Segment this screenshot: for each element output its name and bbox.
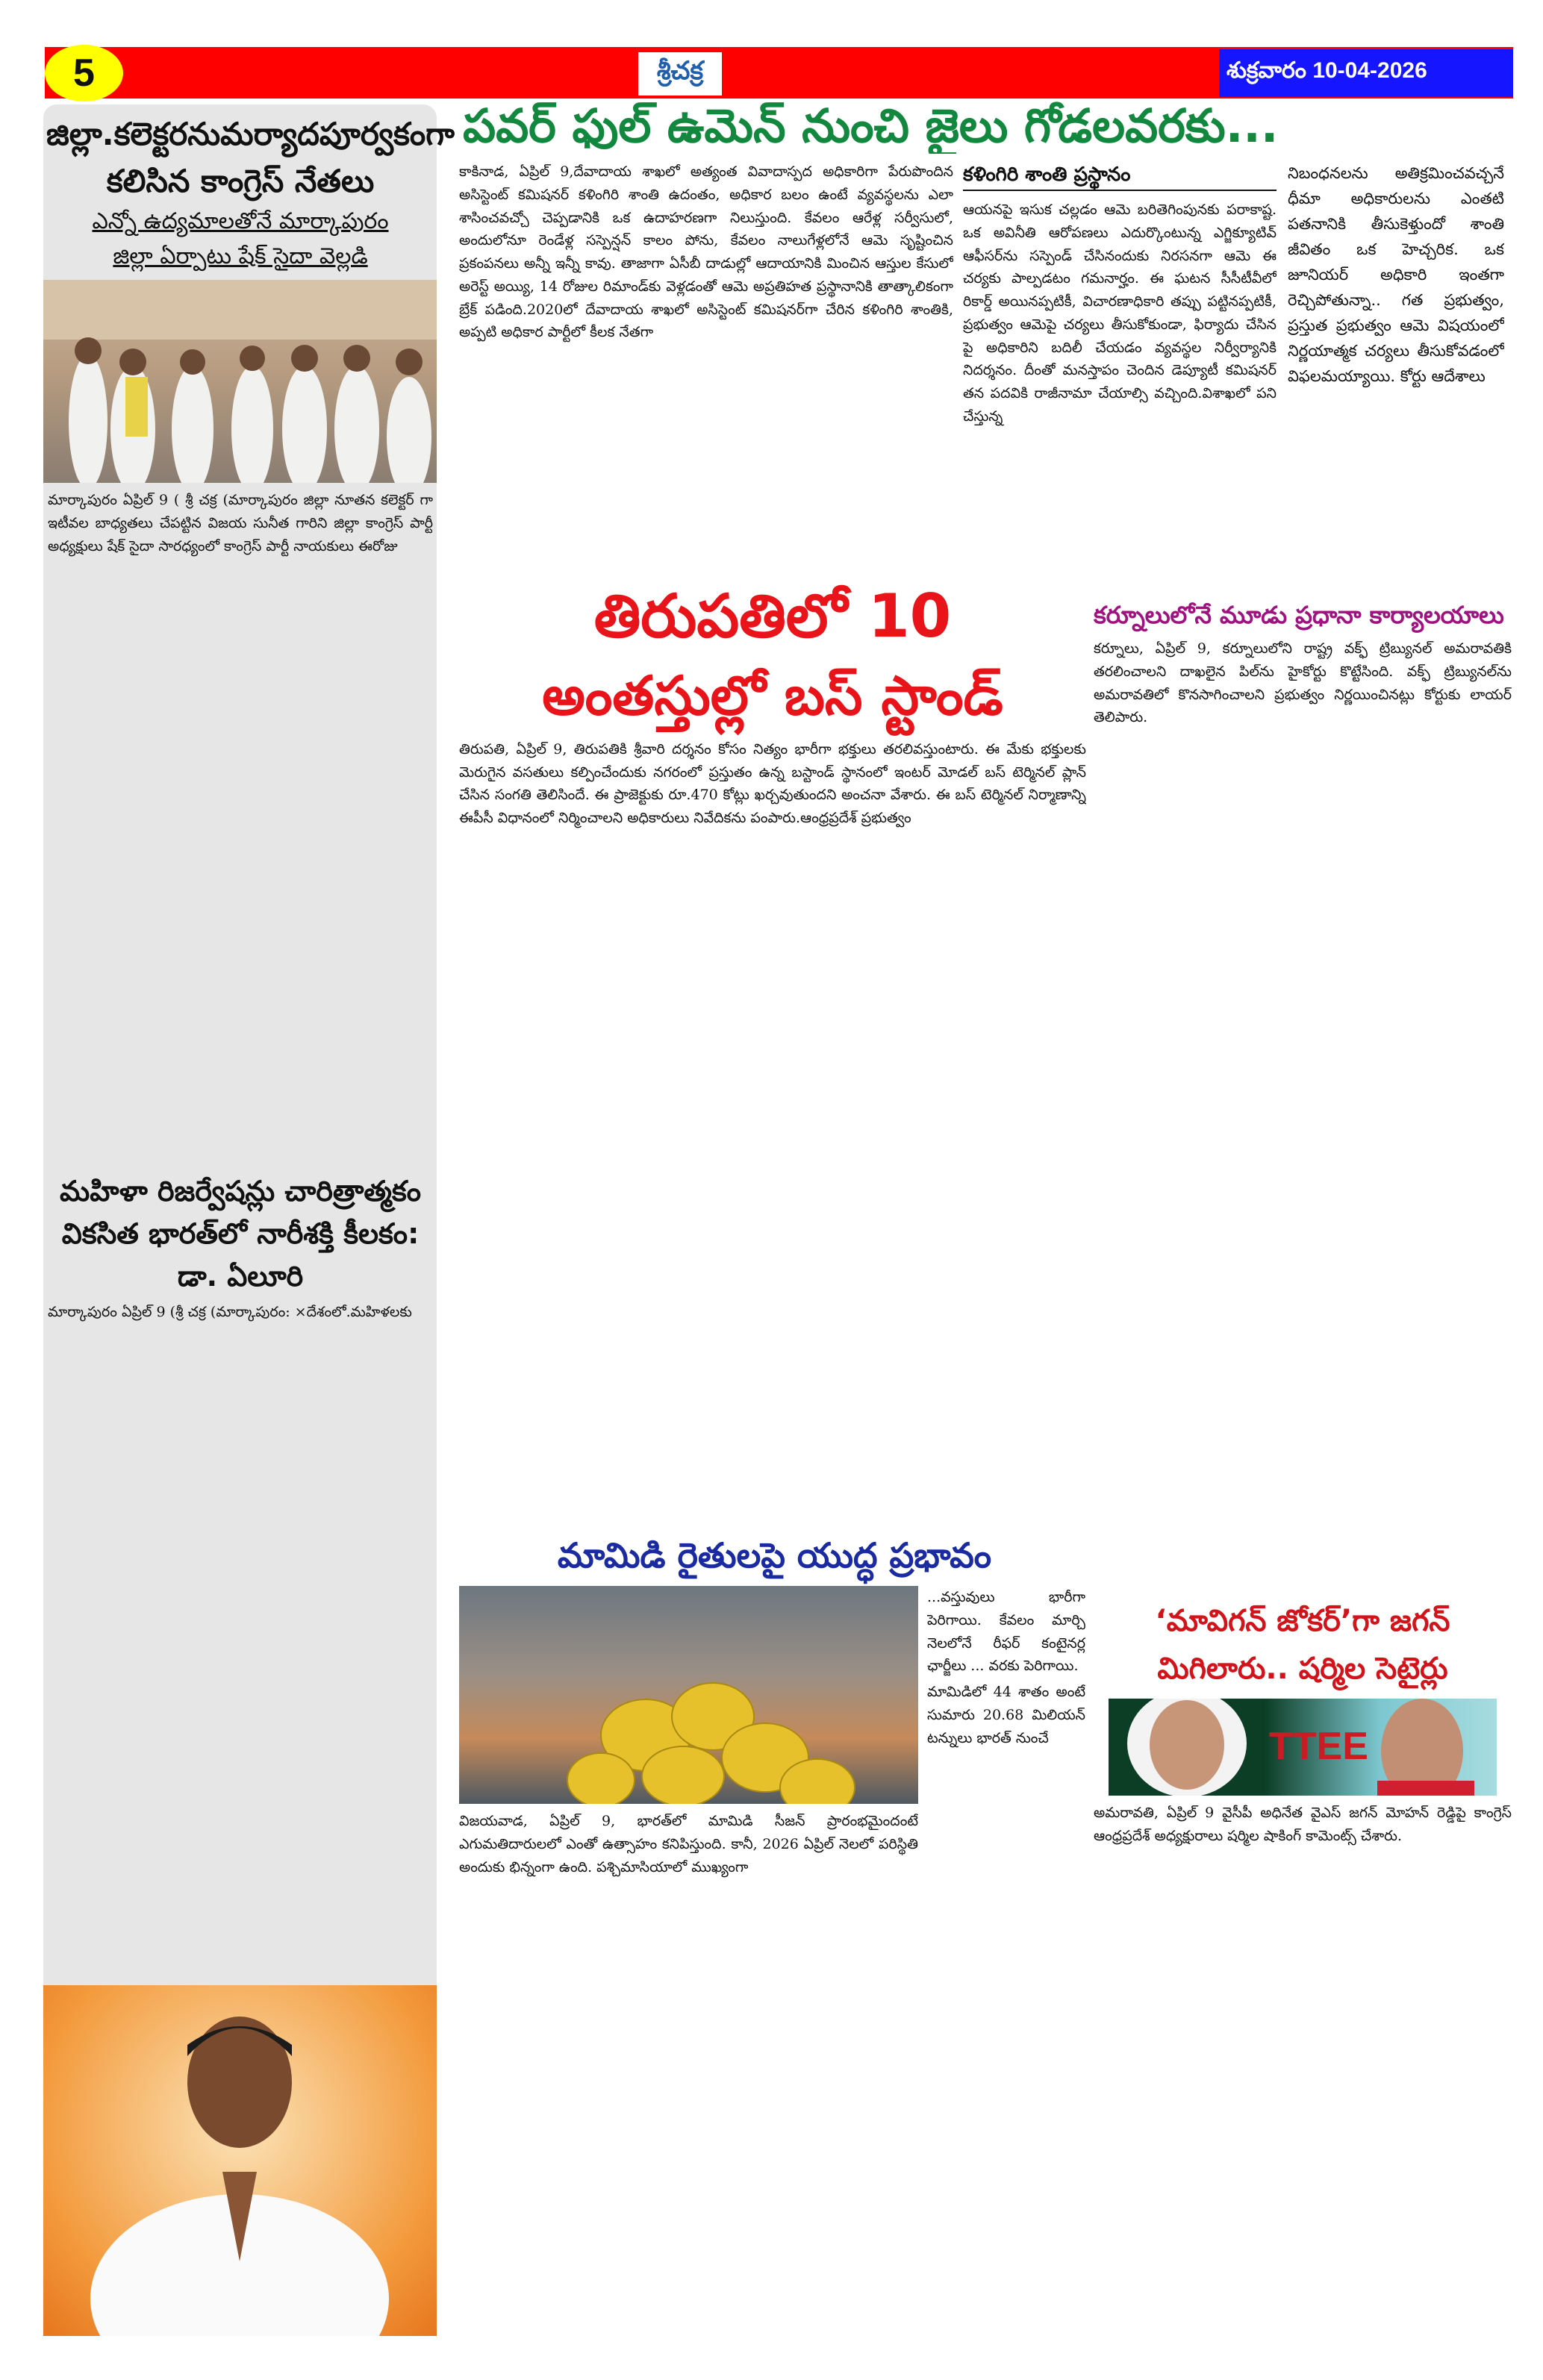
paragraph: తిరుపతి, ఏప్రిల్ 9, తిరుపతికి శ్రీవారి దర్శనం కోసం నిత్యం భారీగా భక్తులు తరలివస్తుంటారు. ఈ మేకు భక్తులకు మెరుగైన వసతులు కల్పించేందుకు నగరంలో ప్రస్తుతం ఉన్న బస్టాండ్ స్థానంలో ఇంటర్ మోడల్ బస్ టెర్మినల్ ప్లాన్ చేసిన సంగతి తెలిసిందే. ఈ ప్రాజెక్టుకు రూ.470 కోట్లు ఖర్చవుతుందని అంచనా వేశారు. ఈ బస్ టెర్మినల్ నిర్మాణాన్ని ఈపీసీ విధానంలో నిర్మించాలని అధికారులు నివేదికను పంపారు.ఆంధ్రప్రదేశ్ ప్రభుత్వం <box>459 740 1086 827</box>
jagan-story <box>1094 1597 1512 2330</box>
main-story-col2 <box>963 199 1277 567</box>
mango-story <box>459 1530 1090 2330</box>
page-number: 5 <box>45 45 123 101</box>
mango-story-body <box>459 1810 918 2330</box>
paragraph: ...వస్తువులు భారీగా పెరిగాయి. కేవలం మార్చి నెలలోనే రీఫర్ కంటైనర్ల ఛార్జీలు ... వరకు పెరిగాయి. <box>927 1589 1085 1675</box>
tirupati-story-body <box>459 738 1086 1524</box>
kurnool-story-body <box>1094 637 1512 1582</box>
jagan-headline-line1: ‘మావిగన్ జోకర్’గా జగన్ <box>1155 1604 1450 1638</box>
main-story-col1 <box>459 160 953 567</box>
paragraph: విజయవాడ, ఏప్రిల్ 9, భారత్‌లో మామిడి సీజన్ ప్రారంభమైందంటే ఎగుమతిదారులలో ఎంతో ఉత్సాహం కనిపిస్తుంది. కానీ, 2026 ఏప్రిల్ నెలలో పరిస్థితి అందుకు భిన్నంగా ఉంది. పశ్చిమాసియాలో ముఖ్యంగా <box>459 1813 918 1875</box>
paragraph: మామిడిలో 44 శాతం అంటే సుమారు 20.68 మిలియన్ టన్నులు భారత్ నుంచే <box>927 1684 1085 1746</box>
main-headline: పవర్ ఫుల్ ఉమెన్ నుంచి జైలు గోడలవరకు... <box>463 99 1279 153</box>
paragraph: మార్కాపురం ఏప్రిల్ 9 ( శ్రీ చక్ర (మార్కాపురం జిల్లా నూతన కలెక్టర్ గా ఇటీవల బాధ్యతలు చేపట్టిన విజయ సునీత గారిని జిల్లా కాంగ్రెస్ పార్టీ అధ్యక్షులు షేక్ సైదా సారధ్యంలో కాంగ్రెస్ పార్టీ నాయకులు ఈరోజు <box>48 492 433 555</box>
women-headline: మహిళా రిజర్వేషన్లు చారిత్రాత్మకం వికసిత భారత్‌లో నారీశక్తి కీలకం: డా. ఏలూరి <box>59 1175 422 1293</box>
main-story-col3 <box>1288 160 1504 590</box>
mango-story-columns <box>459 1586 1090 2330</box>
jagan-headline <box>1094 1597 1512 1693</box>
mango-headline: మామిడి రైతులపై యుద్ధ ప్రభావం <box>557 1535 992 1575</box>
paragraph: మార్కాపురం ఏప్రిల్ 9 (శ్రీ చక్ర (మార్కాపురం: ×దేశంలో.మహిళలకు <box>48 1304 412 1320</box>
mango-war-photo <box>459 1586 918 1804</box>
newspaper-logo: శ్రీచక్ర <box>638 52 722 96</box>
left-story-body <box>46 489 434 1166</box>
paragraph: కాకినాడ, ఏప్రిల్ 9,దేవాదాయ శాఖలో అత్యంత వివాదాస్పద అధికారిగా పేరుపొందిన అసిస్టెంట్ కమిషనర్ కళింగిరి శాంతి ఉదంతం, అధికార బలం ఉంటే వ్యవస్థలను ఎలా శాసించవచ్చో చెప్పడానికి ఒక ఉదాహరణగా నిలుస్తుంది. కేవలం ఆరేళ్ల సర్వీసులో, అందులోనూ రెండేళ్ల సస్పెన్షన్ కాలం పోను, కేవలం నాలుగేళ్లలోనే ఆమె సృష్టించిన ప్రకంపనలు అన్నీ ఇన్నీ కావు. తాజాగా ఏసీబీ దాడుల్లో ఆదాయానికి మించిన ఆస్తుల కేసులో అరెస్ట్ అయ్యి, 14 రోజుల రిమాండ్‌కు వెళ్లడంతో ఆమె అప్రతిహత ప్రస్థానానికి తాత్కాలికంగా బ్రేక్ పడింది.2020లో దేవాదాయ శాఖలో అసిస్టెంట్ కమిషనర్‌గా చేరిన కళింగిరి శాంతికి, అప్పటి అధికార పార్టీలో కీలక నేతగా <box>459 163 953 341</box>
left-subhead-1: ఎన్నో ఉద్యమాలతోనే మార్కాపురం <box>92 208 389 234</box>
collector-meeting-photo <box>43 280 437 483</box>
paragraph: ఆయనపై ఇసుక చల్లడం ఆమె బరితెగింపునకు పరాకాష్ట. ఒక అవినీతి ఆరోపణలు ఎదుర్కొంటున్న ఎగ్జిక్యూటివ్ ఆఫీసర్‌ను సస్పెండ్ చేసినందుకు నిరసనగా ఆమె ఈ చర్యకు పాల్పడటం గమనార్హం. ఈ ఘటన సీసీటీవీలో రికార్డ్ అయినప్పటికీ, విచారణాధికారి తప్పు పట్టినప్పటికీ, ప్రభుత్వం ఆమెపై చర్యలు తీసుకోకుండా, ఫిర్యాదు చేసిన పై అధికారిని బదిలీ చేయడం వ్యవస్థల నిర్వీర్యానికి నిదర్శనం. దీంతో మనస్తాపం చెందిన డెప్యూటీ కమిషనర్ తన పదవికి రాజీనామా చేయాల్సి వచ్చింది.విశాఖలో పని చేస్తున్న <box>963 202 1277 425</box>
main-story-subhead: కళింగిరి శాంతి ప్రస్థానం <box>963 160 1277 191</box>
jagan-story-body <box>1094 1802 1512 2330</box>
photo-backdrop-text: TTEE <box>1269 1725 1368 1768</box>
jagan-sharmila-photo <box>1109 1699 1497 1796</box>
left-subhead-2: జిల్లా ఏర్పాటు షేక్ సైదా వెల్లడి <box>113 243 368 269</box>
tirupati-headline <box>459 575 1086 734</box>
person-namaste-illustration <box>43 1985 437 2336</box>
left-headline: జిల్లా.కలెక్టరనుమర్యాదపూర్వకంగా కలిసిన కాంగ్రెస్ నేతలు <box>46 116 455 199</box>
mango-illustration <box>459 1586 918 1804</box>
kurnool-headline: కర్నూలులోనే మూడు ప్రధానా కార్యాలయాలు <box>1094 601 1504 629</box>
group-people-illustration <box>43 280 437 483</box>
paragraph: కర్నూలు, ఏప్రిల్ 9, కర్నూలులోని రాష్ట్ర వక్ఫ్ ట్రిబ్యునల్ అమరావతికి తరలించాలని దాఖలైన పిల్‌ను హైకోర్టు కొట్టేసింది. వక్ఫ్ ట్రిబ్యునల్‌ను అమరావతిలో కొనసాగించాలని ప్రభుత్వం నిర్ణయించినట్లు కోర్టుకు లాయర్ తెలిపారు. <box>1094 640 1512 726</box>
women-story-body <box>46 1301 434 1978</box>
left-column <box>46 110 455 2336</box>
paragraph: అమరావతి, ఏప్రిల్ 9 వైసీపీ అధినేత వైఎస్ జగన్ మోహన్ రెడ్డిపై కాంగ్రెస్ ఆంధ్రప్రదేశ్ అధ్యక్షురాలు షర్మిల షాకింగ్ కామెంట్స్ చేశారు. <box>1094 1805 1512 1844</box>
mango-story-side <box>927 1586 1085 2330</box>
jagan-headline-line2: మిగిలారు.. షర్మిల సెటైర్లు <box>1157 1652 1448 1686</box>
issue-date: శుక్రవారం 10-04-2026 <box>1219 49 1513 97</box>
tirupati-headline-line2: అంతస్తుల్లో బస్ స్టాండ్ <box>542 664 1003 727</box>
tirupati-headline-line1: తిరుపతిలో 10 <box>593 581 952 651</box>
paragraph: నిబంధనలను అతిక్రమించవచ్చనే ధీమా అధికారులను ఎంతటి పతనానికి తీసుకెళ్తుందో శాంతి జీవితం ఒక హెచ్చరిక. ఒక జూనియర్ అధికారి ఇంతగా రెచ్చిపోతున్నా.. గత ప్రభుత్వం, ప్రస్తుత ప్రభుత్వం ఆమె విషయంలో నిర్ణయాత్మక చర్యలు తీసుకోవడంలో విఫలమయ్యాయి. కోర్టు ఆదేశాలు <box>1288 164 1504 386</box>
leader-portrait <box>43 1985 437 2336</box>
mango-main-column <box>459 1586 918 2330</box>
main-story-col2-wrap <box>963 160 1277 567</box>
kurnool-story <box>1094 597 1512 1582</box>
tirupati-story <box>459 575 1086 1524</box>
